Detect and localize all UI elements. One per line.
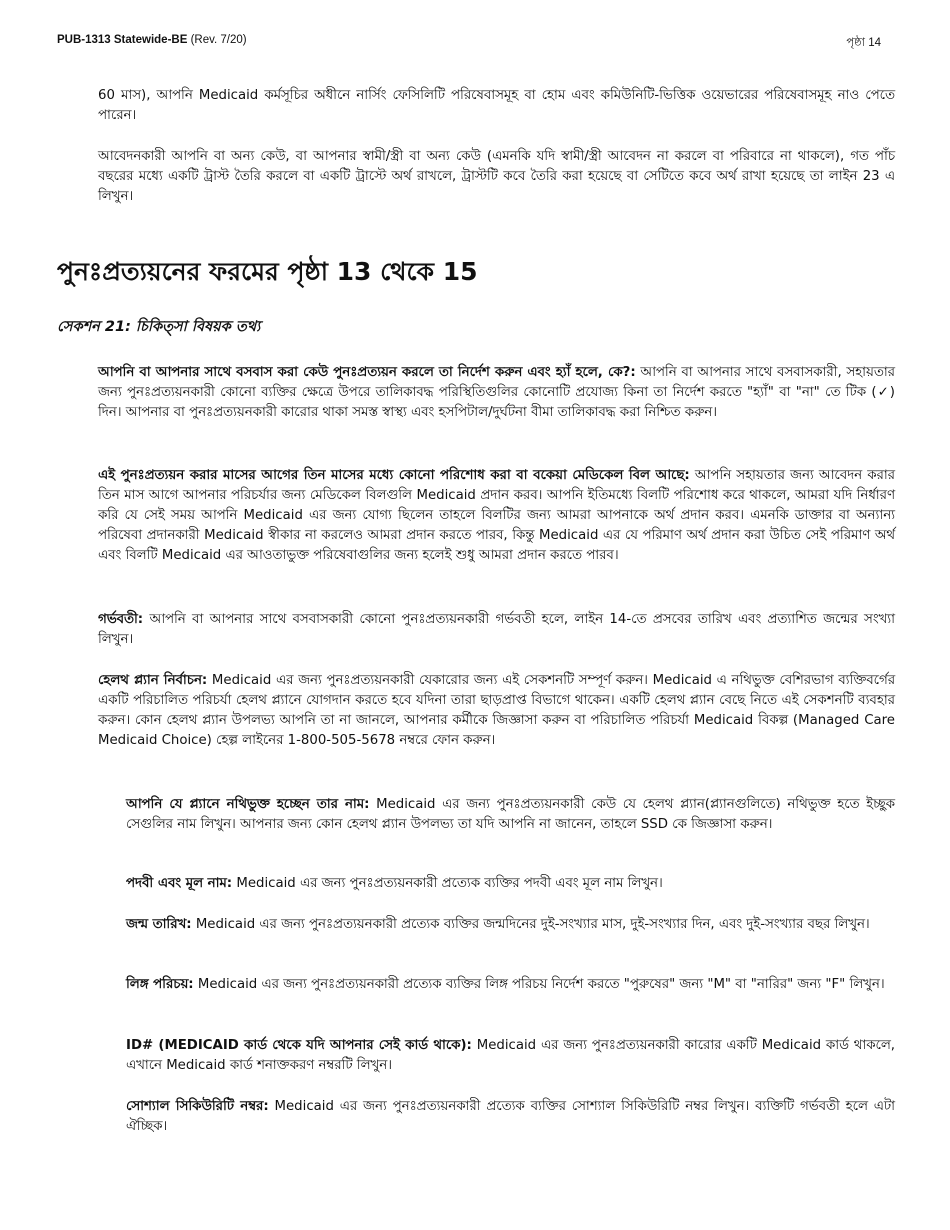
para-text: আপনি সহায়তার জন্য আবেদন করার তিন মাস আগে আপনার পরিচর্যার জন্য মেডিকেল বিলগুলি Medicaid প্রদান করব। আপনি ইতিমধ্যে বিলটি পরিশোধ করে থাকলে, আমরা যদি নির্ধারণ করি যে সেই সময় আপনি Medicaid এর জন্য যোগ্য ছিলেন তাহলে বিলটির জন্য আমরা আপনাকে অর্থ প্রদান করব। এমনকি ডাক্তার বা অন্যান্য পরিষেবা প্রদানকারী Medicaid স্বীকার না করলেও আমরা প্রদান করতে পারব, কিন্তু Medicaid এর যে পরিমাণ অর্থ প্রদান করা উচিত সেই পরিমাণ অর্থ এবং বিলটি Medicaid এর আওতাভুক্ত পরিষেবাগুলির জন্য হলেই শুধু আমরা প্রদান করতে পারব। [98,468,895,563]
para-text: আপনি বা আপনার সাথে বসবাসকারী, সহায়তার জন্য পুনঃপ্রত্যয়নকারী কোনো ব্যক্তির ক্ষেত্রে উপরে তালিকাবদ্ধ পরিস্থিতিগুলির কোনোটি প্রযোজ্য কিনা তা নির্দেশ করতে "হ্যাঁ" বা "না" তে টিক (✓) দিন। আপনার বা পুনঃপ্রত্যয়নকারী কারোর থাকা সমস্ত স্বাস্থ্য এবং হসপিটাল/দুর্ঘটনা বীমা তালিকাবদ্ধ করা নিশ্চিত করুন। [98,365,895,420]
para-text: Medicaid এর জন্য পুনঃপ্রত্যয়নকারী যেকারোর জন্য এই সেকশনটি সম্পূর্ণ করুন। Medicaid এ নথিভুক্ত বেশিরভাগ ব্যক্তিবর্গের একটি পরিচালিত পরিচর্যা হেলথ প্ল্যানে যোগদান করতে হবে যদিনা তারা ছাড়প্রাপ্ত বিভাগে থাকেন। একটি হেলথ প্ল্যান বেছে নিতে এই সেকশনটি ব্যবহার করুন। কোন হেলথ প্ল্যান উপলভ্য আপনি তা না জানলে, আপনার কর্মীকে জিজ্ঞাসা করুন বা পরিচালিত পরিচর্যা Medicaid বিকল্প (Managed Care Medicaid Choice) হেল্প লাইনের 1-800-505-5678 নম্বরে ফোন করুন। [98,673,896,748]
para-label: সোশ্যাল সিকিউরিটি নম্বর: [126,1099,269,1114]
para-label: হেলথ প্ল্যান নির্বাচন: [98,673,208,688]
para-label: জন্ম তারিখ: [126,917,192,932]
para-label: লিঙ্গ পরিচয়: [126,977,194,992]
para-label: পদবী এবং মূল নাম: [126,876,233,891]
para-medicaid-id [126,1036,895,1076]
para-household-recertifying [98,363,895,423]
para-label: আপনি বা আপনার সাথে বসবাস করা কেউ পুনঃপ্রত্যয়ন করলে তা নির্দেশ করুন এবং হ্যাঁ হলে, কে?: [98,365,636,380]
form-code: PUB-1313 Statewide-BE [57,34,188,46]
para-label: এই পুনঃপ্রত্যয়ন করার মাসের আগের তিন মাসের মধ্যে কোনো পরিশোধ করা বা বকেয়া মেডিকেল বিল আছে: [98,468,690,483]
para-text: Medicaid এর জন্য পুনঃপ্রত্যয়নকারী প্রত্যেক ব্যক্তির জন্মদিনের দুই-সংখ্যার মাস, দুই-সংখ্যার দিন, এবং দুই-সংখ্যার বছর লিখুন। [191,917,870,932]
para-text: Medicaid এর জন্য পুনঃপ্রত্যয়নকারী কেউ যে হেলথ প্ল্যান(প্ল্যানগুলিতে) নথিভুক্ত হতে ইচ্ছুক সেগুলির নাম লিখুন। আপনার জন্য কোন হেলথ প্ল্যান উপলভ্য তা যদি আপনি না জানেন, তাহলে SSD কে জিজ্ঞাসা করুন। [126,797,895,832]
para-label: ID# (MEDICAID কার্ড থেকে যদি আপনার সেই কার্ড থাকে): [126,1038,472,1053]
para-text: Medicaid এর জন্য পুনঃপ্রত্যয়নকারী কারোর একটি Medicaid কার্ড থাকলে, এখানে Medicaid কার্ড শনাক্তকরণ নম্বরটি লিখুন। [126,1038,895,1073]
para-surname-given-name [126,874,895,894]
page-number: পৃষ্ঠা 14 [846,37,881,49]
para-label: গর্ভবতী: [98,612,144,627]
section-title: সেকশন 21: চিকিত্সা বিষয়ক তথ্য [57,319,261,335]
para-text: Medicaid এর জন্য পুনঃপ্রত্যয়নকারী প্রত্যেক ব্যক্তির সোশ্যাল সিকিউরিটি নম্বর লিখুন। ব্যক্তিটি গর্ভবতী হলে এটা ঐচ্ছিক। [126,1099,895,1134]
para-text: আপনি বা আপনার সাথে বসবাসকারী কোনো পুনঃপ্রত্যয়নকারী গর্ভবতী হলে, লাইন 14-তে প্রসবের তারিখ এবং প্রত্যাশিত জন্মের সংখ্যা লিখুন। [98,612,895,647]
page-header [57,34,893,50]
para-gender-identity [126,975,895,995]
para-text: Medicaid এর জন্য পুনঃপ্রত্যয়নকারী প্রত্যেক ব্যক্তির পদবী এবং মূল নাম লিখুন। [232,876,663,891]
intro-paragraph-2: আবেদনকারী আপনি বা অন্য কেউ, বা আপনার স্বামী/স্ত্রী বা অন্য কেউ (এমনকি যদি স্বামী/স্ত্রী আবেদন না করলে বা পরিবারে না থাকলে), গত পাঁচ বছরের মধ্যে একটি ট্রাস্ট তৈরি করলে বা একটি ট্রাস্টে অর্থ রাখলে, ট্রাস্টটি কবে তৈরি করা হয়েছে বা সেটিতে কবে অর্থ রাখা হয়েছে তা লাইন 23 এ লিখুন। [98,149,895,204]
para-label: আপনি যে প্ল্যানে নথিভুক্ত হচ্ছেন তার নাম: [126,797,370,812]
para-text: Medicaid এর জন্য পুনঃপ্রত্যয়নকারী প্রত্যেক ব্যক্তির লিঙ্গ পরিচয় নির্দেশ করতে "পুরুষের" জন্য "M" বা "নারির" জন্য "F" লিখুন। [193,977,885,992]
para-medical-bills [98,466,895,566]
para-plan-name [126,795,895,835]
page-heading: পুনঃপ্রত্যয়নের ফরমের পৃষ্ঠা 13 থেকে 15 [57,257,478,286]
para-health-plan-selection [98,671,895,751]
form-revision: (Rev. 7/20) [190,34,247,46]
intro-paragraph-1: 60 মাস), আপনি Medicaid কর্মসূচির অধীনে নার্সিং ফেসিলিটি পরিষেবাসমূহ বা হোম এবং কমিউনিটি-ভিত্তিক ওয়েভারের পরিষেবাসমূহ নাও পেতে পারেন। [98,88,895,123]
para-social-security [126,1097,895,1137]
para-date-of-birth [126,915,895,935]
para-pregnant [98,610,895,650]
